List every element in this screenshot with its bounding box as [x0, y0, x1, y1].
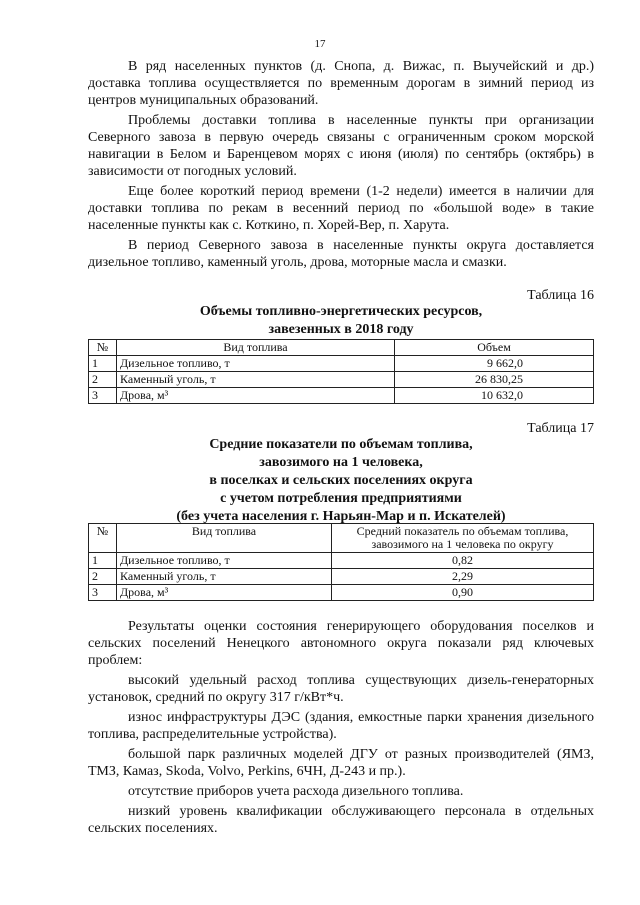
row-number: 3 — [89, 585, 117, 601]
title-line: (без учета населения г. Нарьян-Мар и п. Искателей) — [176, 509, 506, 524]
list-item: большой парк различных моделей ДГУ от разных производителей (ЯМЗ, ТМЗ, Камаз, Skoda, Volvo, Perkins, 6ЧН, Д-243 и пр.). — [88, 747, 594, 779]
per-capita-value: 2,29 — [332, 569, 594, 585]
row-number: 2 — [89, 372, 117, 388]
header-cell: Средний показатель по объемам топлива, завозимого на 1 человека по округу — [332, 524, 594, 553]
intro-text — [88, 58, 594, 271]
paragraph: В ряд населенных пунктов (д. Снопа, д. Вижас, п. Выучейский и др.) доставка топлива осуществляется по временным дорогам в зимний период из центров муниципальных образований. — [88, 59, 594, 108]
row-number: 2 — [89, 569, 117, 585]
table16 — [88, 339, 594, 404]
table-row — [89, 553, 594, 569]
table-row — [89, 372, 594, 388]
per-capita-value: 0,82 — [332, 553, 594, 569]
list-item: низкий уровень квалификации обслуживающего персонала в отдельных сельских поселениях. — [88, 804, 594, 836]
list-item: износ инфраструктуры ДЭС (здания, емкостные парки хранения дизельного топлива, распределительные устройства). — [88, 710, 594, 742]
row-number: 1 — [89, 356, 117, 372]
title-line: с учетом потребления предприятиями — [220, 491, 462, 506]
fuel-type: Каменный уголь, т — [117, 569, 332, 585]
outro-text — [88, 618, 594, 837]
table-header-row — [89, 524, 594, 553]
paragraph: Проблемы доставки топлива в населенные пункты при организации Северного завоза в первую очередь связаны с ограниченным сроком морской навигации в Белом и Баренцевом морях с июня (июля) по сентябрь (октябрь) в зависимости от погодных условий. — [88, 113, 594, 179]
list-item: отсутствие приборов учета расхода дизельного топлива. — [128, 784, 464, 799]
table16-title — [88, 303, 594, 339]
fuel-volume: 10 632,0 — [395, 388, 594, 404]
table17-title — [88, 436, 594, 526]
row-number: 3 — [89, 388, 117, 404]
paragraph: Результаты оценки состояния генерирующего оборудования поселков и сельских поселений Ненецкого автономного округа показали ряд ключевых проблем: — [88, 619, 594, 668]
row-number: 1 — [89, 553, 117, 569]
fuel-type: Каменный уголь, т — [117, 372, 395, 388]
header-cell: Вид топлива — [117, 524, 332, 553]
list-item: высокий удельный расход топлива существующих дизель-генераторных установок, средний по округу 317 г/кВт*ч. — [88, 673, 594, 705]
fuel-volume: 26 830,25 — [395, 372, 594, 388]
header-cell: Объем — [395, 340, 594, 356]
per-capita-value: 0,90 — [332, 585, 594, 601]
header-cell: Вид топлива — [117, 340, 395, 356]
table-header-row — [89, 340, 594, 356]
page-number: 17 — [314, 38, 326, 50]
table17-caption: Таблица 17 — [527, 421, 594, 436]
paragraph: В период Северного завоза в населенные пункты округа доставляется дизельное топливо, каменный уголь, дрова, моторные масла и смазки. — [88, 238, 594, 270]
title-line: Средние показатели по объемам топлива, — [209, 437, 473, 452]
table17 — [88, 523, 594, 601]
fuel-type: Дрова, м³ — [117, 585, 332, 601]
fuel-type: Дрова, м³ — [117, 388, 395, 404]
paragraph: Еще более короткий период времени (1-2 недели) имеется в наличии для доставки топлива по рекам в весенний период по «большой воде» в такие населенные пункты как с. Коткино, п. Хорей-Вер, п. Харута. — [88, 184, 594, 233]
table-row — [89, 569, 594, 585]
header-cell: № — [89, 524, 117, 553]
header-cell: № — [89, 340, 117, 356]
title-line: Объемы топливно-энергетических ресурсов, — [199, 304, 483, 319]
table16-caption: Таблица 16 — [527, 288, 594, 303]
table-row — [89, 388, 594, 404]
title-line: завозимого на 1 человека, — [259, 455, 423, 470]
table-row — [89, 356, 594, 372]
title-line: завезенных в 2018 году — [268, 322, 414, 337]
fuel-type: Дизельное топливо, т — [117, 356, 395, 372]
title-line: в поселках и сельских поселениях округа — [209, 473, 473, 488]
table-row — [89, 585, 594, 601]
fuel-type: Дизельное топливо, т — [117, 553, 332, 569]
fuel-volume: 9 662,0 — [395, 356, 594, 372]
